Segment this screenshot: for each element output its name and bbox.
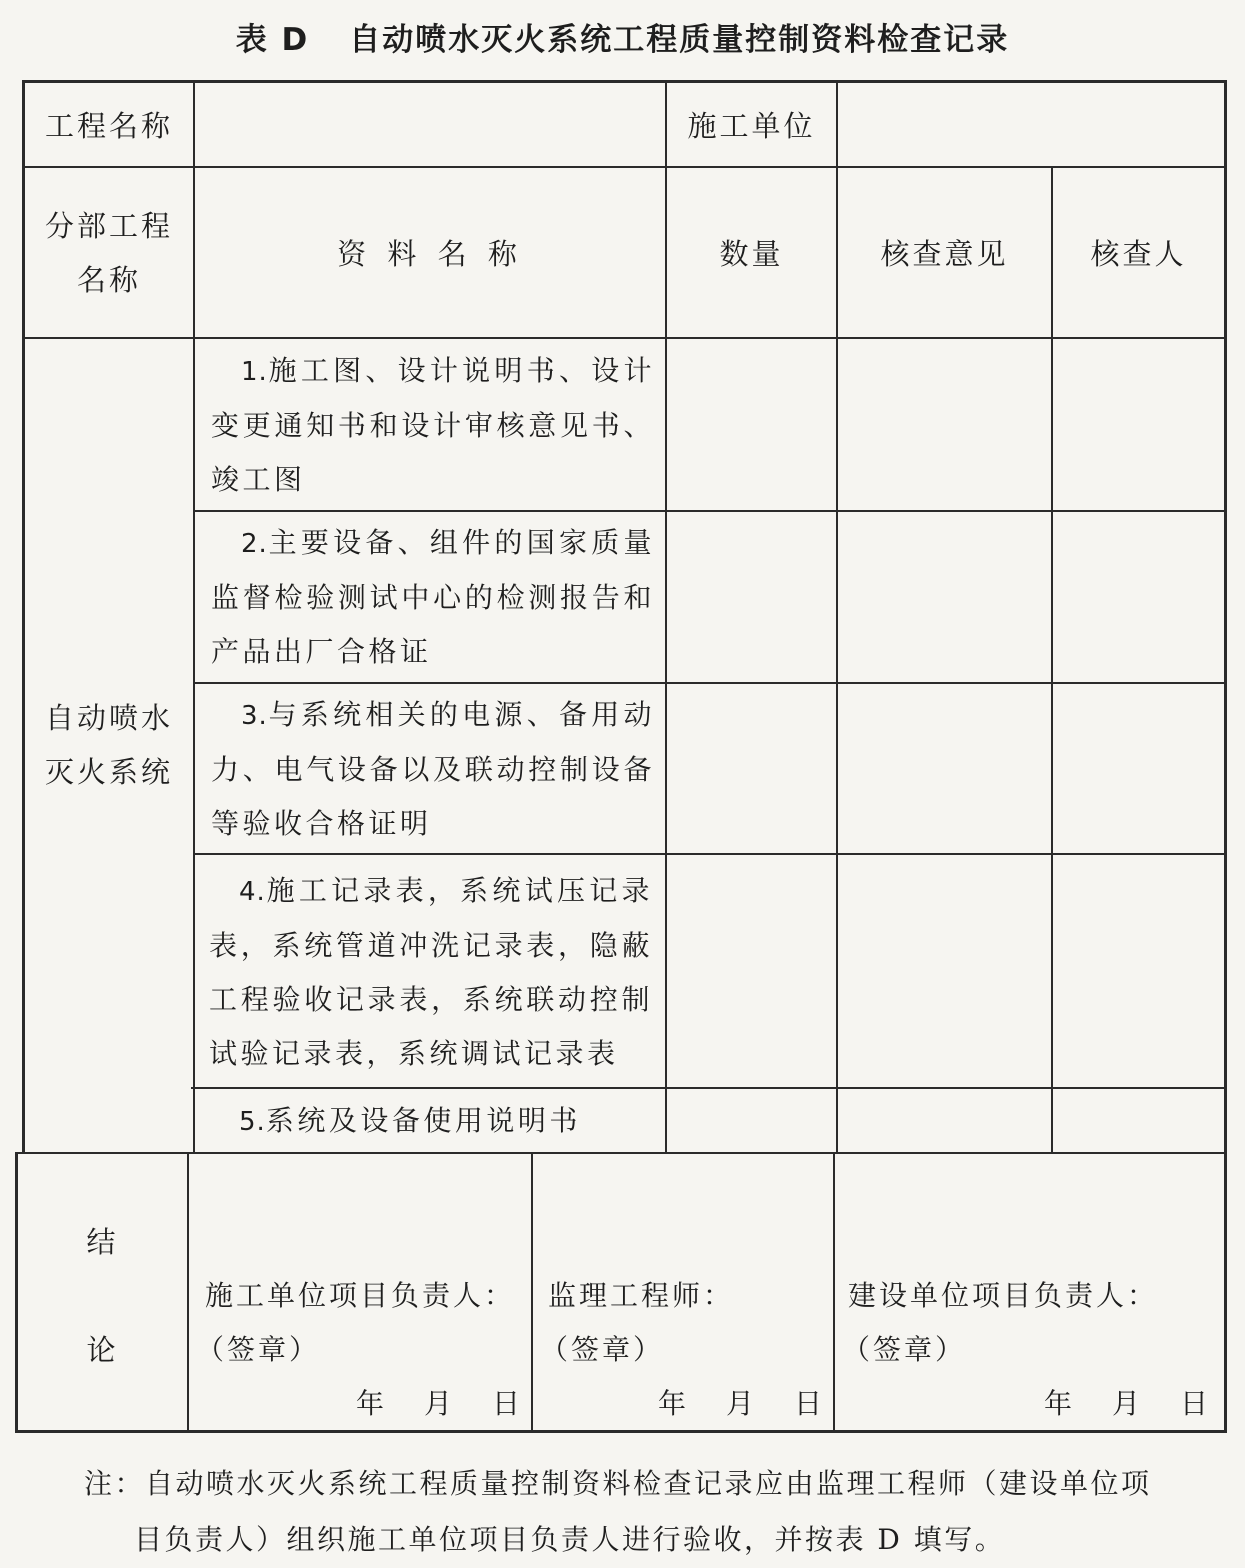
- date-year: 年: [1044, 1387, 1073, 1420]
- signature-seal: （签章）: [540, 1333, 665, 1366]
- note-line-2: 目负责人）组织施工单位项目负责人进行验收，并按表 D 填写。: [134, 1523, 1006, 1556]
- construction-unit-value[interactable]: [838, 83, 1224, 166]
- division-column-header: [25, 168, 193, 337]
- rule-conclusion: [15, 1152, 1226, 1154]
- project-name-label: 工程名称: [44, 109, 173, 143]
- rule-item-1: [193, 510, 1226, 512]
- division-name-line1: 自动喷水: [44, 701, 173, 735]
- signature-role: 施工单位项目负责人：: [205, 1279, 516, 1312]
- signature-date[interactable]: [1044, 1382, 1208, 1422]
- division-header-line2: 名称: [76, 262, 141, 297]
- item-text: 施工图、设计说明书、设计变更通知书和设计审核意见书、竣工图: [211, 354, 655, 496]
- date-day: 日: [1180, 1387, 1209, 1420]
- item-number: 3.: [241, 701, 268, 731]
- division-name: [25, 690, 193, 800]
- signature-seal: （签章）: [842, 1333, 967, 1366]
- item-number: 5.: [239, 1107, 266, 1137]
- signature-role: 建设单位项目负责人：: [848, 1279, 1159, 1312]
- item-number: 4.: [239, 877, 266, 907]
- table-code: 表 D: [235, 22, 310, 58]
- project-name-value[interactable]: [195, 83, 665, 166]
- conclusion-label-2: 论: [86, 1332, 119, 1367]
- list-item: [193, 1094, 663, 1149]
- item-text: 与系统相关的电源、备用动力、电气设备以及联动控制设备等验收合格证明: [211, 698, 655, 840]
- item-text: 主要设备、组件的国家质量监督检验测试中心的检测报告和产品出厂合格证: [211, 526, 655, 668]
- date-year: 年: [658, 1387, 687, 1420]
- conclusion-label-1: 结: [86, 1224, 119, 1259]
- construction-unit-label: 施工单位: [687, 109, 816, 143]
- signature-date[interactable]: [658, 1382, 822, 1422]
- item-number: 2.: [241, 529, 268, 559]
- material-name-header: 资 料 名 称: [337, 237, 523, 271]
- rule-item-2: [193, 682, 1226, 684]
- quantity-header: 数量: [719, 237, 784, 271]
- signature-role: 监理工程师：: [548, 1279, 735, 1312]
- item-text: 施工记录表，系统试压记录表，系统管道冲洗记录表，隐蔽工程验收记录表，系统联动控制试验记录表，系统调试记录表: [209, 874, 653, 1070]
- list-item: [195, 344, 665, 507]
- check-opinion-header: 核查意见: [880, 237, 1009, 271]
- table-border-bottom: [15, 1430, 1227, 1433]
- item-number: 1.: [241, 357, 268, 387]
- signature-date[interactable]: [356, 1382, 520, 1422]
- signature-seal: （签章）: [196, 1333, 321, 1366]
- table-border-right: [1224, 80, 1227, 1432]
- table-title: 自动喷水灭火系统工程质量控制资料检查记录: [349, 22, 1010, 58]
- rule-item-4: [191, 1087, 1226, 1089]
- list-item: [195, 688, 665, 851]
- table-note: [84, 1456, 1224, 1568]
- date-day: 日: [794, 1387, 823, 1420]
- date-day: 日: [492, 1387, 521, 1420]
- list-item: [195, 516, 665, 679]
- rule-item-3: [193, 853, 1226, 855]
- table-border-left-lower: [15, 1152, 18, 1432]
- item-text: 系统及设备使用说明书: [265, 1104, 581, 1137]
- date-month: 月: [424, 1387, 453, 1420]
- col-rule-conclusion-label: [187, 1152, 189, 1432]
- list-item: [193, 864, 663, 1081]
- rule-columns: [22, 337, 1226, 339]
- col-rule-sign-2: [833, 1152, 835, 1432]
- division-name-line2: 灭火系统: [44, 755, 173, 789]
- note-line-1: 注：自动喷水灭火系统工程质量控制资料检查记录应由监理工程师（建设单位项: [84, 1467, 1152, 1500]
- date-month: 月: [726, 1387, 755, 1420]
- col-rule-sign-1: [531, 1152, 533, 1432]
- date-year: 年: [356, 1387, 385, 1420]
- date-month: 月: [1112, 1387, 1141, 1420]
- division-header-line1: 分部工程: [44, 208, 173, 243]
- checker-header: 核查人: [1090, 237, 1187, 271]
- page-title: [0, 14, 1245, 59]
